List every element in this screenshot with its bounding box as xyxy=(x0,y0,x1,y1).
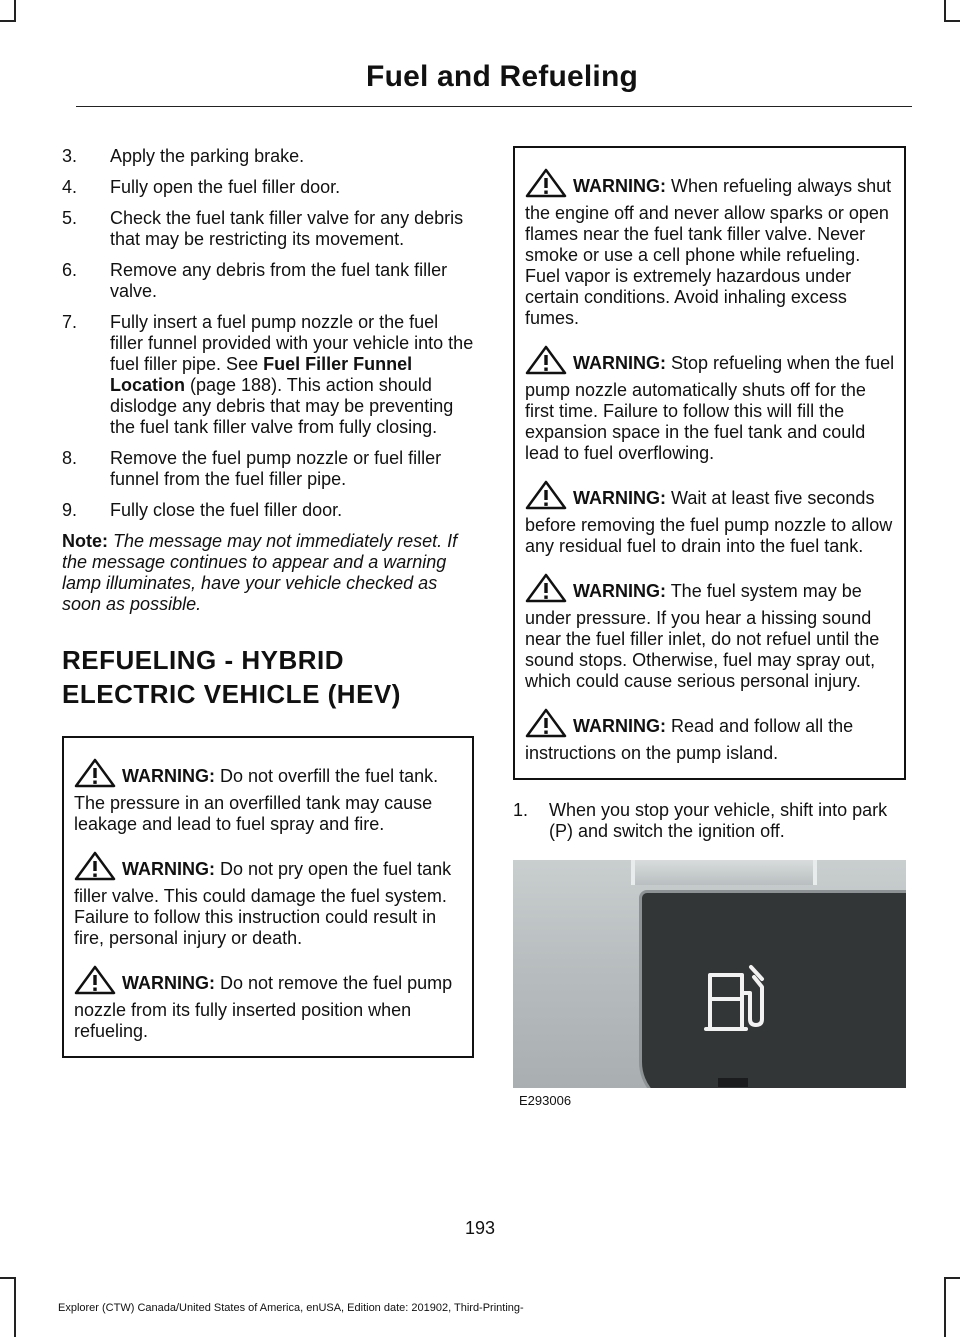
step-text: Fully open the fuel filler door. xyxy=(110,177,341,197)
right-column xyxy=(513,146,906,1111)
warning-box xyxy=(62,736,474,1058)
section-heading xyxy=(62,643,474,711)
warning-box xyxy=(513,146,906,780)
footer-text: Explorer (CTW) Canada/United States of America, enUSA, Edition date: 201902, Third-Printing- xyxy=(58,1302,524,1314)
warning xyxy=(525,345,897,464)
list-item xyxy=(62,448,474,490)
list-item xyxy=(513,800,906,842)
crop-mark xyxy=(944,0,946,22)
warning-triangle-icon xyxy=(525,708,567,743)
step-number: 4. xyxy=(62,177,78,197)
step-number: 1. xyxy=(513,800,529,820)
warning xyxy=(525,480,897,557)
warning-triangle-icon xyxy=(74,851,116,886)
warning-triangle-icon xyxy=(525,345,567,380)
section-heading-line: REFUELING - HYBRID xyxy=(62,645,344,675)
warning xyxy=(74,965,465,1042)
step-text: Remove any debris from the fuel tank filler valve. xyxy=(110,260,448,301)
page-number: 193 xyxy=(464,1218,496,1238)
warning-triangle-icon xyxy=(74,758,116,793)
note-label: Note: xyxy=(62,531,108,551)
warning-label: WARNING: xyxy=(122,973,215,993)
warning-text: Do not remove the fuel pump nozzle from its fully inserted position when refueling. xyxy=(74,973,453,1041)
door-notch xyxy=(718,1078,748,1087)
warning xyxy=(525,573,897,692)
cross-reference-link[interactable]: Fuel Filler Funnel Location xyxy=(110,354,413,395)
crop-mark xyxy=(14,0,16,22)
step-number: 5. xyxy=(62,208,78,228)
left-column xyxy=(62,146,474,1058)
crop-mark xyxy=(14,1277,16,1337)
note xyxy=(62,531,474,615)
photo-trim xyxy=(631,860,817,885)
warning-label: WARNING: xyxy=(573,581,666,601)
fuel-filler-door xyxy=(639,890,906,1088)
note-text: The message may not immediately reset. If the message continues to appear and a warning lamp illuminates, have your vehicle checked as soon as possible. xyxy=(62,531,458,614)
warning-triangle-icon xyxy=(525,573,567,608)
step-text-part: (page 188). This action should dislodge any debris that may be preventing the fuel tank filler valve from fully closing. xyxy=(110,375,454,437)
warning-text: Wait at least five seconds before removing the fuel pump nozzle to allow any residual fuel to drain into the fuel tank. xyxy=(525,488,893,556)
warning xyxy=(525,168,897,329)
image-caption: E293006 xyxy=(519,1093,572,1108)
step-text: Apply the parking brake. xyxy=(110,146,305,166)
step-text: When you stop your vehicle, shift into park (P) and switch the ignition off. xyxy=(549,800,888,841)
warning-triangle-icon xyxy=(525,480,567,515)
warning-label: WARNING: xyxy=(122,859,215,879)
list-item xyxy=(62,500,474,521)
warning xyxy=(74,851,465,949)
list-item xyxy=(62,208,474,250)
fuel-door-photo xyxy=(513,860,906,1088)
crop-mark xyxy=(0,20,16,22)
step-number: 7. xyxy=(62,312,78,332)
warning-text: Do not pry open the fuel tank filler valve. This could damage the fuel system. Failure to follow this instruction could result in fire, personal injury or death. xyxy=(74,859,452,948)
warning-text: Do not overfill the fuel tank. The pressure in an overfilled tank may cause leakage and lead to fuel spray and fire. xyxy=(74,766,439,834)
header-divider xyxy=(76,106,912,107)
list-item xyxy=(62,260,474,302)
step-text-part: Fully insert a fuel pump nozzle or the fuel filler funnel provided with your vehicle into the fuel filler pipe. See xyxy=(110,312,474,374)
warning-triangle-icon xyxy=(74,965,116,1000)
warning xyxy=(525,708,897,764)
page-title: Fuel and Refueling xyxy=(366,60,638,93)
crop-mark xyxy=(944,1277,946,1337)
step-text: Check the fuel tank filler valve for any debris that may be restricting its movement. xyxy=(110,208,464,249)
warning-label: WARNING: xyxy=(122,766,215,786)
step-text: Fully close the fuel filler door. xyxy=(110,500,343,520)
crop-mark xyxy=(0,1277,16,1279)
step-number: 8. xyxy=(62,448,78,468)
warning-text: The fuel system may be under pressure. If you hear a hissing sound near the fuel filler inlet, do not refuel until the sound stops. Otherwise, fuel may spray out, which could cause serious personal injury. xyxy=(525,581,880,691)
fuel-pump-icon xyxy=(702,963,774,1040)
warning-label: WARNING: xyxy=(573,716,666,736)
step-number: 9. xyxy=(62,500,78,520)
warning-triangle-icon xyxy=(525,168,567,203)
warning-label: WARNING: xyxy=(573,488,666,508)
step-text xyxy=(110,312,474,438)
list-item xyxy=(62,146,474,167)
warning-label: WARNING: xyxy=(573,176,666,196)
warning-label: WARNING: xyxy=(573,353,666,373)
step-text: Remove the fuel pump nozzle or fuel filler funnel from the fuel filler pipe. xyxy=(110,448,442,489)
step-number: 6. xyxy=(62,260,78,280)
list-item xyxy=(62,177,474,198)
warning-text: Read and follow all the instructions on the pump island. xyxy=(525,716,854,763)
warning-text: Stop refueling when the fuel pump nozzle automatically shuts off for the first time. Failure to follow this will fill the expansion space in the fuel tank and could lead to fuel overflowing. xyxy=(525,353,895,463)
warning xyxy=(74,758,465,835)
list-item xyxy=(62,312,474,438)
crop-mark xyxy=(944,1277,960,1279)
crop-mark xyxy=(944,20,960,22)
step-number: 3. xyxy=(62,146,78,166)
section-heading-line: ELECTRIC VEHICLE (HEV) xyxy=(62,679,401,709)
warning-text: When refueling always shut the engine off and never allow sparks or open flames near the fuel tank filler valve. Never smoke or use a cell phone while refueling. Fuel vapor is extremely hazardous under certain conditions. Avoid inhaling excess fumes. xyxy=(525,176,892,328)
